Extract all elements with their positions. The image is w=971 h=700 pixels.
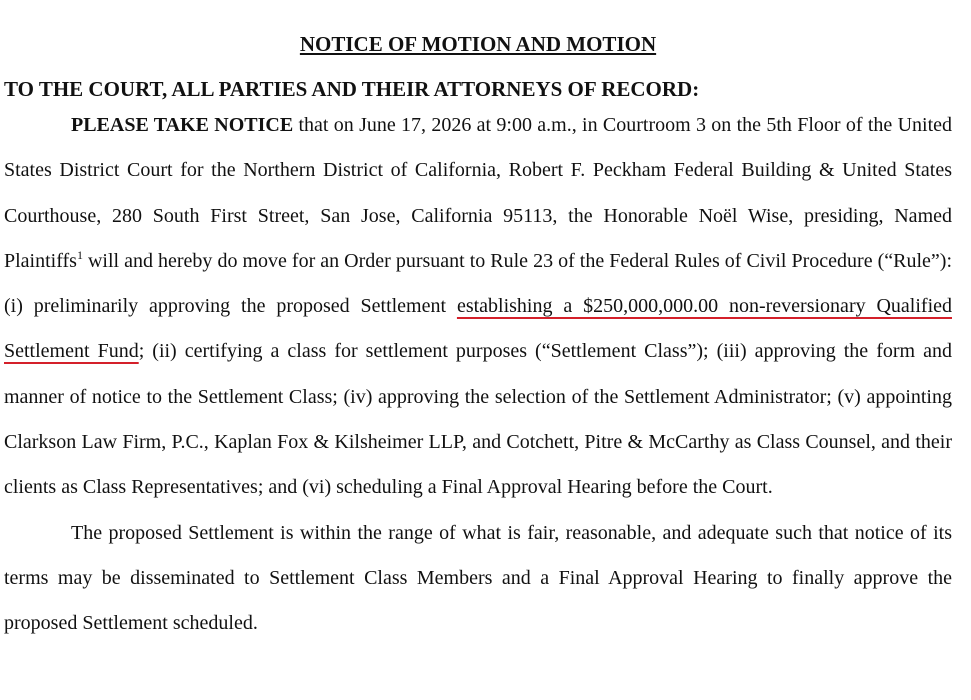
document-page (4, 0, 952, 647)
highlighted-settlement-fund: establishing a $250,000,000.00 non-reversionary Qualified Settlement Fund (4, 295, 952, 363)
notice-paragraph (4, 103, 952, 511)
notice-text-part3: ; (ii) certifying a class for settlement purposes (“Settlement Class”); (iii) approving the form and manner of notice to the Settlement Class; (iv) approving the selection of the Settlement Administrator; (v) appointing Clarkson Law Firm, P.C., Kaplan Fox & Kilsheimer LLP, and Cotchett, Pitre & McCarthy as Class Counsel, and their clients as Class Representatives; and (vi) scheduling a Final Approval Hearing before the Court. (4, 340, 953, 499)
settlement-paragraph: The proposed Settlement is within the range of what is fair, reasonable, and adequate such that notice of its terms may be disseminated to Settlement Class Members and a Final Approval Hearing to finally approve the proposed Settlement scheduled. (4, 521, 952, 635)
addressee-line: TO THE COURT, ALL PARTIES AND THEIR ATTORNEYS OF RECORD: (4, 77, 700, 101)
notice-text-part2: will and hereby do move for an Order pursuant to Rule 23 of the Federal Rules of Civil Procedure (“Rule”): (i) preliminarily approving the proposed Settlement (4, 249, 952, 318)
notice-lead: PLEASE TAKE NOTICE (71, 114, 294, 136)
notice-text-part1: that on June 17, 2026 at 9:00 a.m., in Courtroom 3 on the 5th Floor of the United States District Court for the Northern District of California, Robert F. Peckham Federal Building & United States Courthouse, 280 South First Street, San Jose, California 95113, the Honorable Noël Wise, presiding, Named Plaintiffs (4, 114, 953, 272)
document-heading: NOTICE OF MOTION AND MOTION (299, 32, 657, 56)
footnote-reference: 1 (76, 247, 83, 262)
